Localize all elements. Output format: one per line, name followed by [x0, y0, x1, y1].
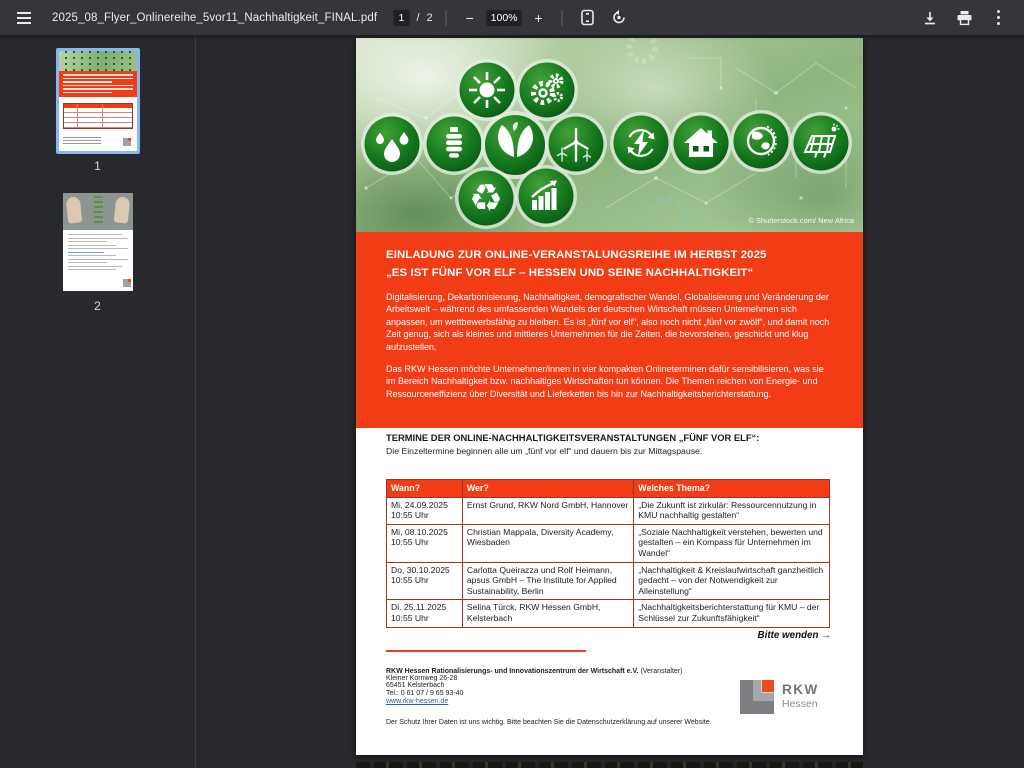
zoom-out-button[interactable]: − [465, 9, 474, 26]
cell-wann: Mi, 08.10.2025 10:55 Uhr [387, 524, 463, 562]
rkw-hessen-logo [740, 679, 835, 723]
print-icon[interactable] [952, 6, 976, 30]
download-icon[interactable] [918, 6, 942, 30]
cell-wann: Di. 25.11.2025 10:55 Uhr [387, 600, 463, 627]
thumb-footer-lines [63, 137, 133, 146]
thumb-table [63, 103, 133, 129]
cell-wer: Selina Türck, RKW Hessen GmbH, Kelsterbach [462, 600, 633, 627]
pdf-page-2-edge[interactable] [356, 762, 863, 768]
table-row [387, 600, 830, 627]
invitation-title-line2: „ES IST FÜNF VOR ELF – HESSEN UND SEINE NACHHALTIGKEIT“ [386, 266, 754, 279]
thumbnail-sidebar [0, 35, 196, 768]
address-line-1: Kleiner Kornweg 26-28 [386, 675, 458, 683]
svg-text:♻: ♻ [468, 176, 504, 220]
thumb-logo [123, 138, 131, 146]
cell-thema: „Nachhaltigkeit & Kreislaufwirtschaft ganzheitlich gedacht – von der Notwendigkeit zur Alleinstellung“ [634, 562, 830, 600]
wind-turbine-icon [545, 113, 607, 175]
invitation-title [386, 247, 833, 282]
eco-house-icon [670, 112, 732, 174]
cfl-bulb-icon [423, 113, 485, 175]
privacy-note: Der Schutz Ihrer Daten ist uns wichtig. Bitte beachten Sie die Datenschutzerklärung auf unserer Website. [386, 719, 712, 726]
rkw-logo-text: RKW [782, 682, 819, 697]
hero-image [356, 38, 863, 232]
thumbnail-1-label: 1 [94, 159, 101, 173]
water-drops-icon [361, 113, 423, 175]
address-line-2: 65451 Kelsterbach [386, 682, 445, 690]
hamburger-menu-icon[interactable] [12, 6, 36, 30]
growth-chart-icon [515, 165, 577, 227]
cell-thema: „Die Zukunft ist zirkulär: Ressourcennutzung in KMU nachhaltig gestalten“ [634, 497, 830, 524]
table-row [387, 497, 830, 524]
thumbnail-page-2[interactable] [60, 190, 136, 294]
table-row [387, 524, 830, 562]
invitation-paragraph-1: Digitalisierung, Dekarbonisierung, Nachhaltigkeit, demografischer Wandel, Globalisierung und Veränderung der Arbeitswelt – während des umfassenden Wandels der deutschen Wirtschaft müssen Unternehmen sich anpassen, um wettbewerbsfähig zu bleiben. Es ist „fünf vor elf“, also noch nicht „fünf vor zwölf“, und damit noch Zeit genug, sich als kleines und mittleres Unternehmen für die Zeiten, die bevorstehen, geschickt und klug aufzustellen. [386, 292, 830, 352]
toolbar-divider [446, 10, 447, 26]
pdf-toolbar [0, 0, 1024, 35]
schedule-table [386, 479, 830, 628]
thumbnail-page-2-preview[interactable] [63, 193, 133, 291]
fit-page-icon[interactable] [576, 6, 600, 30]
thumbnail-page-1-preview[interactable] [59, 51, 137, 151]
invitation-title-line1: EINLADUNG ZUR ONLINE-VERANSTALUNGSREIHE IM HERBST 2025 [386, 249, 767, 261]
termine-subheading: Die Einzeltermine beginnen alle um „fünf vor elf“ und dauern bis zur Mittagspause. [386, 446, 703, 456]
footer-contact [386, 668, 716, 705]
page-number-input[interactable]: 1 [393, 10, 409, 26]
phone-number: Tel.: 0 61 07 / 9 65 93-40 [386, 689, 464, 697]
organizer-suffix: (Veranstalter) [638, 668, 683, 675]
toolbar-divider [562, 10, 563, 26]
thumbnail-2-label: 2 [94, 299, 101, 313]
cell-wer: Christian Mappala, Diversity Academy, Wiesbaden [462, 524, 633, 562]
website-link[interactable]: www.rkw-hessen.de [386, 697, 449, 705]
rkw-logo-subtext: Hessen [782, 698, 818, 710]
invitation-paragraph-2: Das RKW Hessen möchte Unternehmer/innen in vier kompakten Onlineterminen dafür sensibilisieren, was sie im Bereich Nachhaltigkeit bzw. nachhaltiges Wirtschaften tun können. Die Themen reichen von Energie- und Ressourceneffizienz über Diversität und Lieferketten bis hin zur Nachhaltigkeitsberichterstattung. [386, 364, 824, 399]
gears-icon [516, 59, 578, 121]
thumb2-logo [123, 279, 131, 287]
header-wann: Wann? [387, 480, 463, 498]
page-separator: / [416, 11, 420, 24]
globe-icon [730, 110, 792, 172]
cell-thema: „Nachhaltigkeitsberichterstattung für KMU – der Schlüssel zur Zukunftsfähigkeit“ [634, 600, 830, 627]
header-wer: Wer? [462, 480, 633, 498]
thumbnail-page-1[interactable] [56, 48, 140, 154]
bitte-wenden-note: Bitte wenden → [757, 630, 831, 641]
organizer-name: RKW Hessen Rationalisierungs- und Innovationszentrum der Wirtschaft e.V. [386, 668, 639, 675]
header-thema: Welches Thema? [634, 480, 830, 498]
footer-divider [386, 650, 586, 652]
invitation-section [356, 232, 863, 428]
rotate-icon[interactable] [607, 6, 631, 30]
cell-thema: „Soziale Nachhaltigkeit verstehen, bewerten und gestalten – ein Kompass für Unternehmen im Wandel“ [634, 524, 830, 562]
cell-wann: Mi, 24.09.2025 10:55 Uhr [387, 497, 463, 524]
cell-wann: Do, 30.10.2025 10:55 Uhr [387, 562, 463, 600]
rkw-logo-mark [740, 680, 774, 714]
page-total: 2 [426, 11, 433, 24]
thumb-red-block [59, 71, 137, 97]
thumb-hero-strip [59, 51, 137, 71]
zoom-level-input[interactable]: 100% [487, 10, 522, 26]
zoom-in-button[interactable]: + [534, 9, 543, 26]
table-row [387, 562, 830, 600]
image-credit: © Shutterstock.com/ New Africa [748, 216, 854, 225]
cell-wer: Ernst Grund, RKW Nord GmbH, Hannover [462, 497, 633, 524]
more-vert-icon[interactable] [986, 6, 1010, 30]
renewable-energy-icon [610, 112, 672, 174]
pdf-page-1 [356, 38, 863, 755]
termine-heading: TERMINE DER ONLINE-NACHHALTIGKEITSVERANSTALTUNGEN „FÜNF VOR ELF“: [386, 432, 760, 443]
thumb2-text-lines [63, 230, 133, 270]
document-filename: 2025_08_Flyer_Onlinereihe_5vor11_Nachhaltigkeit_FINAL.pdf [52, 11, 378, 24]
recycling-icon [455, 167, 517, 229]
cell-wer: Carlotta Queirazza und Rolf Heimann, apsus GmbH – The Institute for Applied Sustainability, Berlin [462, 562, 633, 600]
thumb2-hands-image [63, 193, 133, 230]
table-header-row [387, 480, 830, 498]
solar-panel-icon [790, 112, 852, 174]
